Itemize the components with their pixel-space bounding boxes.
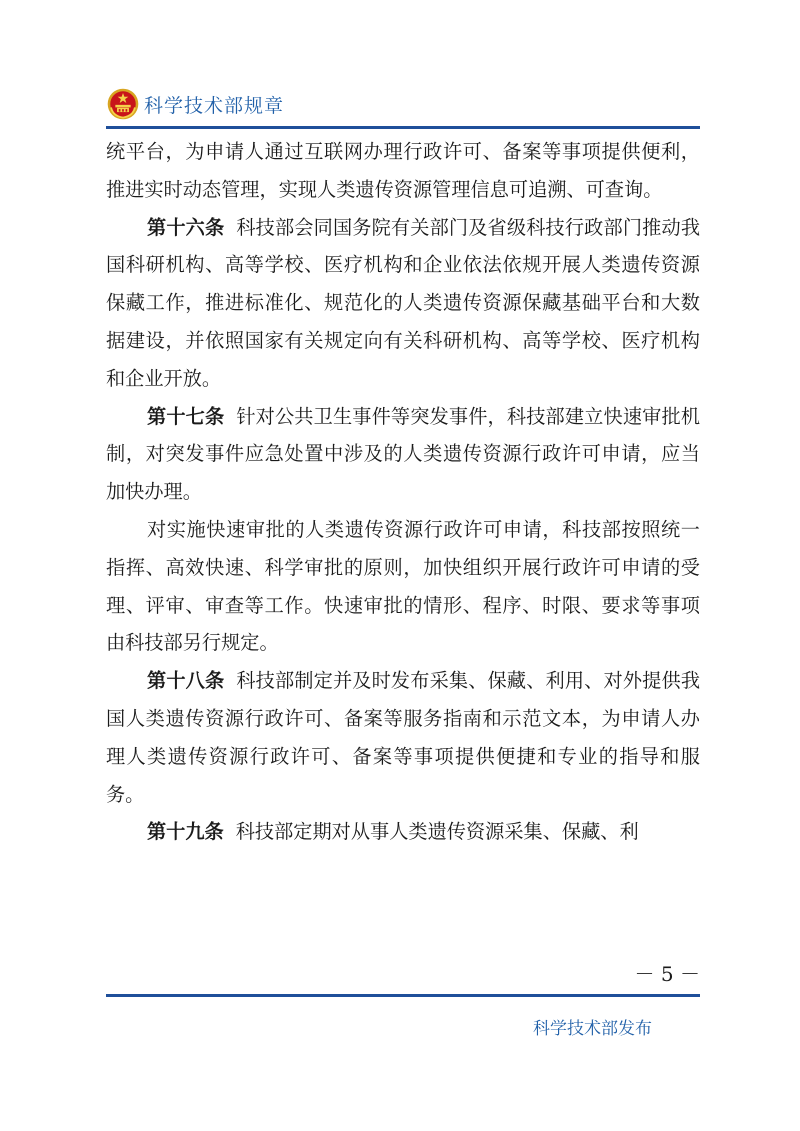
- article-19-label: 第十九条: [147, 820, 224, 844]
- document-header: [106, 86, 284, 122]
- article-17: [106, 398, 700, 511]
- header-title: 科学技术部规章: [144, 94, 285, 117]
- header-rule: [106, 126, 700, 129]
- document-body: [106, 133, 700, 851]
- article-19: [106, 813, 700, 851]
- footer-publisher: 科学技术部发布: [533, 1019, 652, 1039]
- article-18: [106, 662, 700, 813]
- footer-rule: [106, 994, 700, 997]
- article-16: [106, 209, 700, 398]
- paragraph-continued: 统平台，为申请人通过互联网办理行政许可、备案等事项提供便利，推进实时动态管理，实现人类遗传资源管理信息可追溯、可查询。: [106, 140, 700, 201]
- national-emblem-icon: [106, 87, 140, 121]
- article-17-text: 针对公共卫生事件等突发事件，科技部建立快速审批机制，对突发事件应急处置中涉及的人类遗传资源行政许可申请，应当加快办理。: [106, 404, 701, 504]
- article-17-label: 第十七条: [147, 404, 225, 428]
- article-19-text: 科技部定期对从事人类遗传资源采集、保藏、利: [235, 820, 639, 844]
- article-18-label: 第十八条: [147, 669, 225, 693]
- article-17-paragraph-2: 对实施快速审批的人类遗传资源行政许可申请，科技部按照统一指挥、高效快速、科学审批的原则，加快组织开展行政许可申请的受理、评审、审查等工作。快速审批的情形、程序、时限、要求等事项由科技部另行规定。: [106, 517, 700, 655]
- page-number: － 5 －: [634, 962, 700, 986]
- article-16-text: 科技部会同国务院有关部门及省级科技行政部门推动我国科研机构、高等学校、医疗机构和企业依法依规开展人类遗传资源保藏工作，推进标准化、规范化的人类遗传资源保藏基础平台和大数据建设，并依照国家有关规定向有关科研机构、高等学校、医疗机构和企业开放。: [106, 215, 701, 390]
- article-18-text: 科技部制定并及时发布采集、保藏、利用、对外提供我国人类遗传资源行政许可、备案等服务指南和示范文本，为申请人办理人类遗传资源行政许可、备案等事项提供便捷和专业的指导和服务。: [106, 669, 701, 806]
- article-16-label: 第十六条: [147, 215, 225, 239]
